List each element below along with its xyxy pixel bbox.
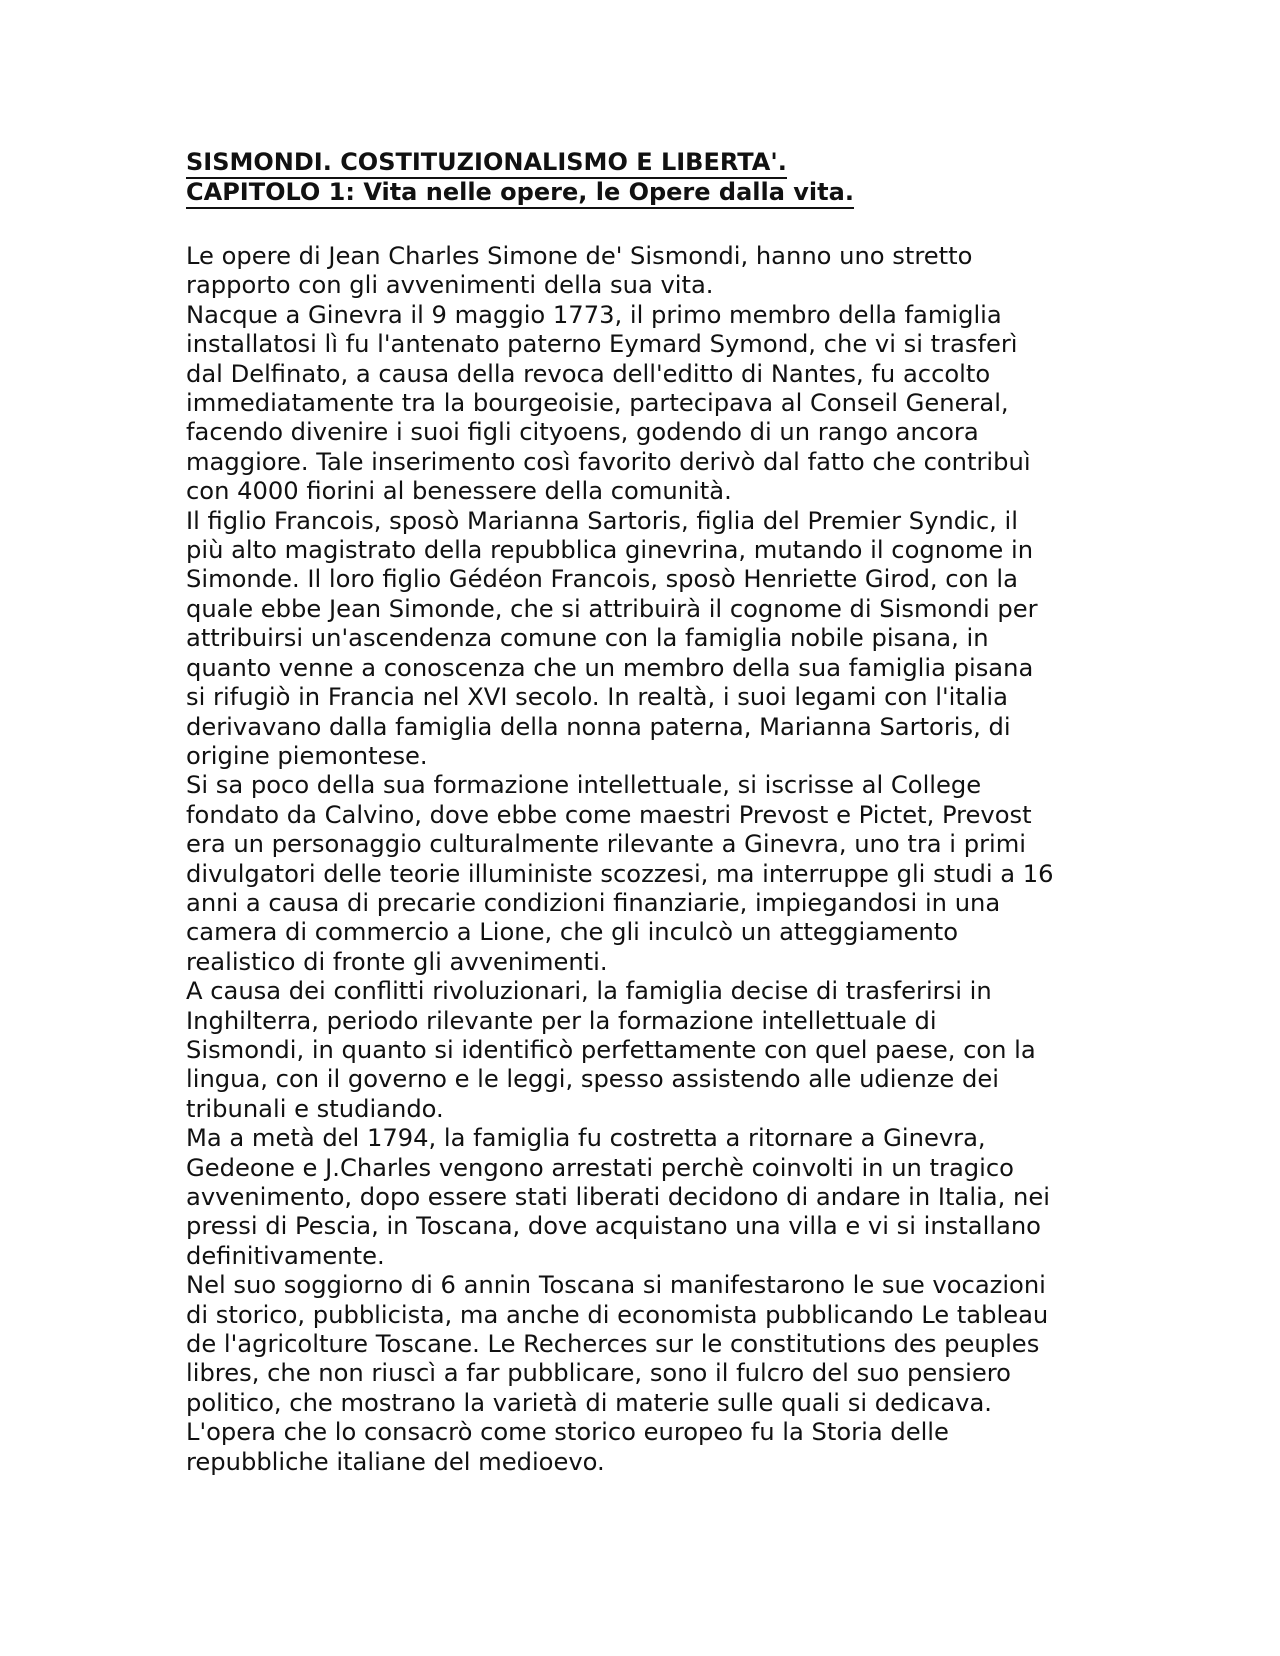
text-line: Nel suo soggiorno di 6 annin Toscana si manifestarono le sue vocazioni <box>186 1271 1046 1300</box>
document-page <box>186 148 1106 1477</box>
text-line: Gedeone e J.Charles vengono arrestati perchè coinvolti in un tragico <box>186 1153 1014 1182</box>
text-line: Nacque a Ginevra il 9 maggio 1773, il primo membro della famiglia <box>186 300 1002 329</box>
text-line: avvenimento, dopo essere stati liberati decidono di andare in Italia, nei <box>186 1183 1050 1211</box>
text-line: quanto venne a conoscenza che un membro della sua famiglia pisana <box>186 653 1034 682</box>
text-line: L'opera che lo consacrò come storico europeo fu la Storia delle <box>186 1418 949 1447</box>
text-line: definitivamente. <box>186 1241 385 1270</box>
document-body <box>186 242 1106 1477</box>
text-line: facendo divenire i suoi figli cityoens, godendo di un rango ancora <box>186 418 979 447</box>
text-line: Simonde. Il loro figlio Gédéon Francois, sposò Henriette Girod, con la <box>186 565 1018 594</box>
text-line: Si sa poco della sua formazione intellettuale, si iscrisse al College <box>186 771 982 800</box>
title-line: SISMONDI. COSTITUZIONALISMO E LIBERTA'. <box>186 148 787 179</box>
text-line: anni a causa di precarie condizioni finanziarie, impiegandosi in una <box>186 888 1001 917</box>
text-line: tribunali e studiando. <box>186 1094 444 1123</box>
text-line: immediatamente tra la bourgeoisie, partecipava al Conseil General, <box>186 389 1009 418</box>
text-line: si rifugiò in Francia nel XVI secolo. In realtà, i suoi legami con l'italia <box>186 683 1008 712</box>
text-line: Il figlio Francois, sposò Marianna Sartoris, figlia del Premier Syndic, il <box>186 506 1018 535</box>
text-line: dal Delfinato, a causa della revoca dell'editto di Nantes, fu accolto <box>186 359 991 388</box>
text-line: fondato da Calvino, dove ebbe come maestri Prevost e Pictet, Prevost <box>186 800 1032 829</box>
text-line: repubbliche italiane del medioevo. <box>186 1447 605 1476</box>
text-line: pressi di Pescia, in Toscana, dove acquistano una villa e vi si installano <box>186 1212 1041 1241</box>
text-line: Le opere di Jean Charles Simone de' Sismondi, hanno uno stretto <box>186 242 973 270</box>
text-line: era un personaggio culturalmente rilevante a Ginevra, uno tra i primi <box>186 830 1027 859</box>
text-line: camera di commercio a Lione, che gli inculcò un atteggiamento <box>186 918 959 947</box>
text-line: con 4000 fiorini al benessere della comunità. <box>186 477 732 506</box>
text-line: lingua, con il governo e le leggi, spesso assistendo alle udienze dei <box>186 1065 999 1094</box>
text-line: libres, che non riuscì a far pubblicare, sono il fulcro del suo pensiero <box>186 1359 1011 1388</box>
document-title <box>186 148 1106 208</box>
text-line: de l'agricolture Toscane. Le Recherces sur le constitutions des peuples <box>186 1330 1040 1359</box>
text-line: Inghilterra, periodo rilevante per la formazione intellettuale di <box>186 1006 937 1035</box>
text-line: origine piemontese. <box>186 741 428 770</box>
text-line: di storico, pubblicista, ma anche di economista pubblicando Le tableau <box>186 1300 1049 1329</box>
text-line: attribuirsi un'ascendenza comune con la famiglia nobile pisana, in <box>186 624 989 653</box>
text-line: derivavano dalla famiglia della nonna paterna, Marianna Sartoris, di <box>186 712 1011 741</box>
text-line: divulgatori delle teorie illuministe scozzesi, ma interruppe gli studi a 16 <box>186 859 1054 888</box>
text-line: Sismondi, in quanto si identificò perfettamente con quel paese, con la <box>186 1035 1036 1064</box>
text-line: quale ebbe Jean Simonde, che si attribuirà il cognome di Sismondi per <box>186 594 1038 623</box>
text-line: A causa dei conflitti rivoluzionari, la famiglia decise di trasferirsi in <box>186 977 992 1006</box>
text-line: più alto magistrato della repubblica ginevrina, mutando il cognome in <box>186 536 1034 565</box>
text-line: realistico di fronte gli avvenimenti. <box>186 947 608 976</box>
text-line: politico, che mostrano la varietà di materie sulle quali si dedicava. <box>186 1388 992 1417</box>
text-line: Ma a metà del 1794, la famiglia fu costretta a ritornare a Ginevra, <box>186 1124 986 1153</box>
title-line: CAPITOLO 1: Vita nelle opere, le Opere dalla vita. <box>186 178 854 209</box>
text-line: maggiore. Tale inserimento così favorito derivò dal fatto che contribuì <box>186 447 1031 476</box>
text-line: rapporto con gli avvenimenti della sua vita. <box>186 271 714 300</box>
text-line: installatosi lì fu l'antenato paterno Eymard Symond, che vi si trasferì <box>186 330 1018 359</box>
